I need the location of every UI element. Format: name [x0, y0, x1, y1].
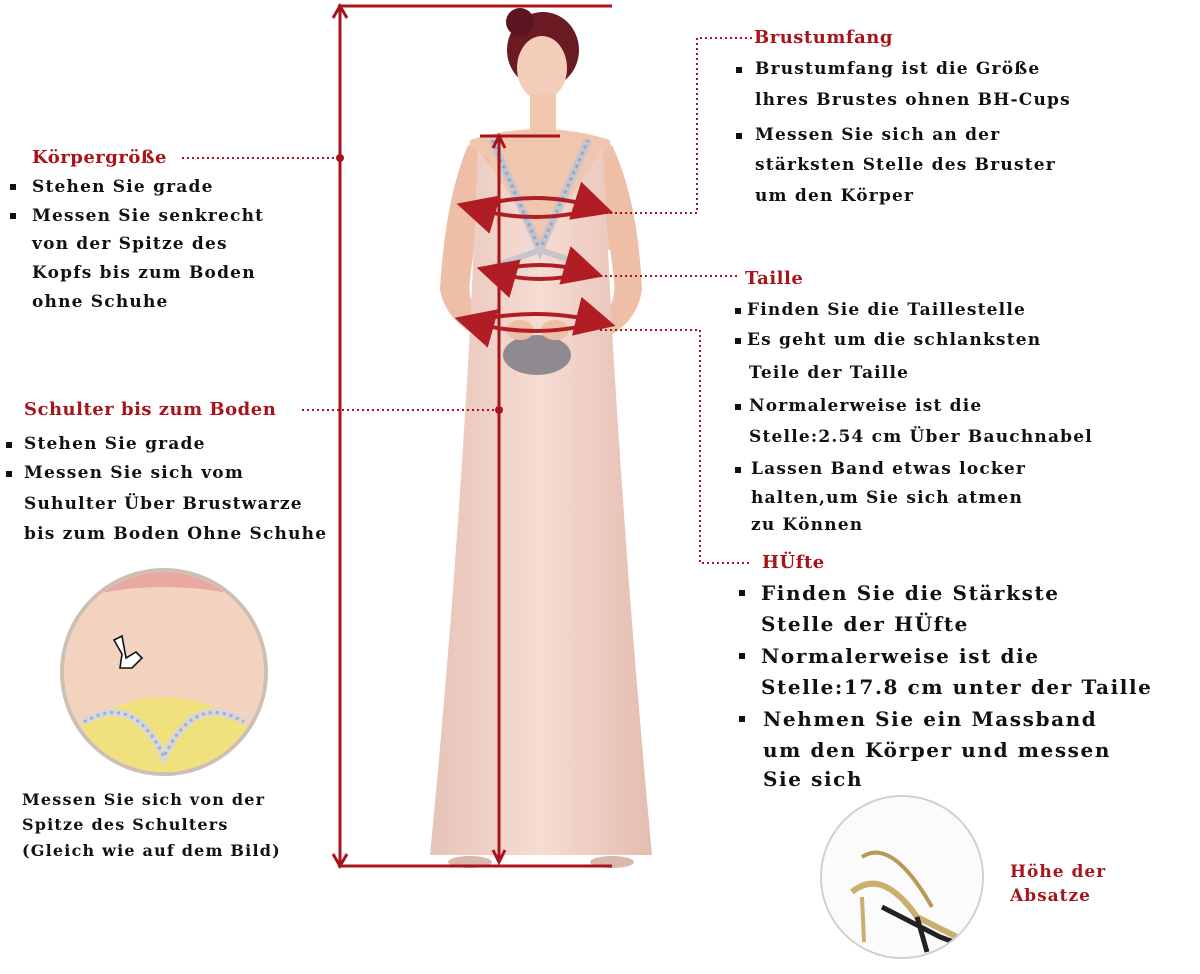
- heel-label-line: Absatze: [1010, 886, 1091, 906]
- heading-koerpergroesse: Körpergröße: [32, 147, 167, 168]
- huefte-line: Sie sich: [763, 767, 864, 791]
- taille-line: Lassen Band etwas locker: [751, 459, 1027, 479]
- taille-line: halten,um Sie sich atmen: [751, 488, 1024, 508]
- koerpergroesse-line: Stehen Sie grade: [32, 177, 214, 197]
- bullet-icon: [739, 590, 745, 596]
- taille-line: zu Können: [751, 515, 864, 535]
- schulter-line: Messen Sie sich vom: [24, 463, 245, 483]
- bullet-icon: [735, 467, 741, 473]
- shoulder-caption-line: Messen Sie sich von der: [22, 790, 266, 809]
- heading-brustumfang: Brustumfang: [754, 27, 893, 48]
- bullet-icon: [735, 308, 741, 314]
- huefte-line: Normalerweise ist die: [761, 644, 1040, 668]
- shoulder-closeup-image: [60, 568, 268, 776]
- bullet-icon: [10, 213, 16, 219]
- brustumfang-line: Brustumfang ist die Größe: [755, 59, 1041, 79]
- bullet-icon: [10, 184, 16, 190]
- bullet-icon: [6, 442, 12, 448]
- schulter-line: bis zum Boden Ohne Schuhe: [24, 524, 328, 544]
- heading-schulter: Schulter bis zum Boden: [24, 399, 277, 420]
- huefte-line: Stelle:17.8 cm unter der Taille: [761, 675, 1153, 699]
- bullet-icon: [736, 133, 742, 139]
- schulter-line: Stehen Sie grade: [24, 434, 206, 454]
- shoulder-caption-line: (Gleich wie auf dem Bild): [22, 841, 281, 860]
- taille-line: Stelle:2.54 cm Über Bauchnabel: [749, 427, 1093, 447]
- brustumfang-line: Messen Sie sich an der: [755, 125, 1001, 145]
- heading-taille: Taille: [745, 268, 804, 289]
- bullet-icon: [735, 404, 741, 410]
- bullet-icon: [739, 653, 745, 659]
- shoulder-caption-line: Spitze des Schulters: [22, 815, 229, 834]
- schulter-line: Suhulter Über Brustwarze: [24, 494, 303, 514]
- koerpergroesse-line: Kopfs bis zum Boden: [32, 263, 256, 283]
- taille-line: Teile der Taille: [749, 363, 910, 383]
- taille-line: Es geht um die schlanksten: [747, 330, 1042, 350]
- huefte-line: Finden Sie die Stärkste: [761, 581, 1060, 605]
- huefte-line: Stelle der HÜfte: [761, 612, 970, 636]
- bullet-icon: [735, 338, 741, 344]
- bullet-icon: [736, 67, 742, 73]
- huefte-line: Nehmen Sie ein Massband: [763, 707, 1098, 731]
- heading-huefte: HÜfte: [762, 552, 825, 573]
- heel-label-line: Höhe der: [1010, 862, 1107, 882]
- bullet-icon: [6, 471, 12, 477]
- taille-line: Finden Sie die Taillestelle: [747, 300, 1027, 320]
- brustumfang-line: um den Körper: [755, 186, 915, 206]
- bullet-icon: [739, 716, 745, 722]
- koerpergroesse-line: Messen Sie senkrecht: [32, 206, 265, 226]
- huefte-line: um den Körper und messen: [763, 738, 1112, 762]
- brustumfang-line: lhres Brustes ohnen BH-Cups: [755, 90, 1071, 110]
- koerpergroesse-line: ohne Schuhe: [32, 292, 169, 312]
- koerpergroesse-line: von der Spitze des: [32, 234, 228, 254]
- brustumfang-line: stärksten Stelle des Bruster: [755, 155, 1056, 175]
- heel-image: [820, 795, 984, 959]
- taille-line: Normalerweise ist die: [749, 396, 983, 416]
